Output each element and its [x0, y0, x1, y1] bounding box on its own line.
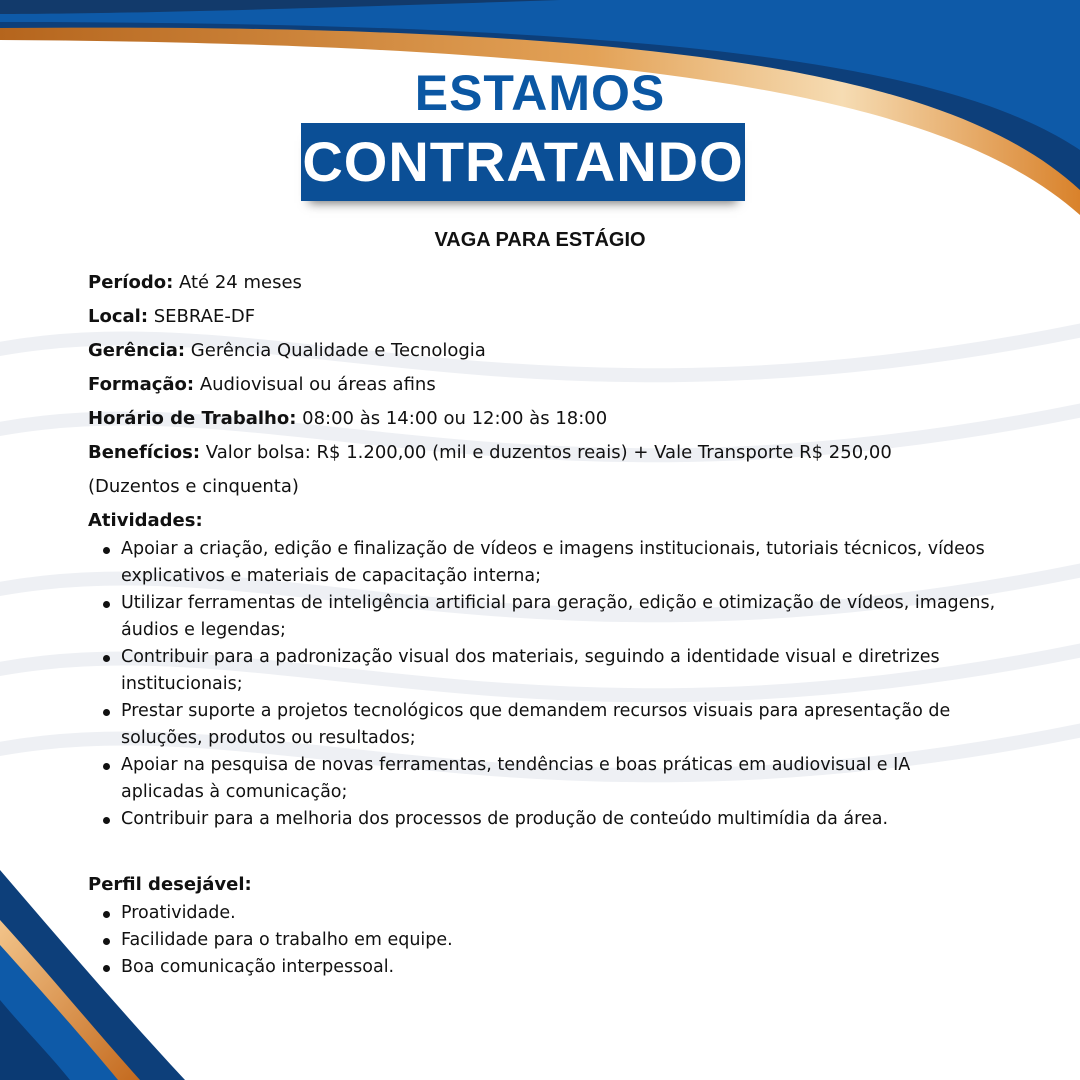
detail-value: Valor bolsa: R$ 1.200,00 (mil e duzentos reais) + Vale Transporte R$ 250,00: [200, 442, 892, 463]
list-item: Apoiar na pesquisa de novas ferramentas, tendências e boas práticas em audiovisual e IA aplicadas à comunicação;: [98, 752, 998, 806]
detail-periodo: [88, 266, 1008, 300]
detail-horario: [88, 402, 1008, 436]
detail-label: Benefícios:: [88, 442, 201, 463]
list-item: Contribuir para a melhoria dos processos de produção de conteúdo multimídia da área.: [98, 806, 998, 833]
activities-heading: Atividades:: [88, 510, 203, 531]
list-item: Facilidade para o trabalho em equipe.: [98, 927, 798, 954]
detail-label: Horário de Trabalho:: [88, 408, 297, 429]
profile-list: [98, 900, 798, 981]
detail-value: Até 24 meses: [173, 272, 302, 293]
detail-value: Gerência Qualidade e Tecnologia: [185, 340, 486, 361]
detail-formacao: [88, 368, 1008, 402]
job-subtitle: VAGA PARA ESTÁGIO: [434, 229, 646, 251]
activities-list: [98, 536, 998, 833]
list-item: Proatividade.: [98, 900, 798, 927]
detail-value: 08:00 às 14:00 ou 12:00 às 18:00: [296, 408, 608, 429]
detail-label: Local:: [88, 306, 149, 327]
list-item: Prestar suporte a projetos tecnológicos que demandem recursos visuais para apresentação de soluções, produtos ou resultados;: [98, 698, 998, 752]
detail-label: Período:: [88, 272, 174, 293]
detail-value: SEBRAE-DF: [148, 306, 256, 327]
title-contratando: CONTRATANDO: [302, 130, 744, 193]
title-estamos: ESTAMOS: [414, 65, 666, 121]
job-details: [88, 266, 1008, 504]
detail-beneficios-continuation: (Duzentos e cinquenta): [88, 476, 299, 497]
detail-label: Gerência:: [88, 340, 186, 361]
list-item: Apoiar a criação, edição e finalização de vídeos e imagens institucionais, tutoriais técnicos, vídeos explicativos e materiais de capacitação interna;: [98, 536, 998, 590]
title-banner: [301, 123, 745, 201]
detail-beneficios: [88, 436, 1008, 470]
detail-gerencia: [88, 334, 1008, 368]
detail-value: Audiovisual ou áreas afins: [194, 374, 436, 395]
detail-local: [88, 300, 1008, 334]
list-item: Utilizar ferramentas de inteligência artificial para geração, edição e otimização de vídeos, imagens, áudios e legendas;: [98, 590, 998, 644]
list-item: Boa comunicação interpessoal.: [98, 954, 798, 981]
list-item: Contribuir para a padronização visual dos materiais, seguindo a identidade visual e diretrizes institucionais;: [98, 644, 998, 698]
detail-label: Formação:: [88, 374, 195, 395]
profile-heading: Perfil desejável:: [88, 874, 252, 895]
